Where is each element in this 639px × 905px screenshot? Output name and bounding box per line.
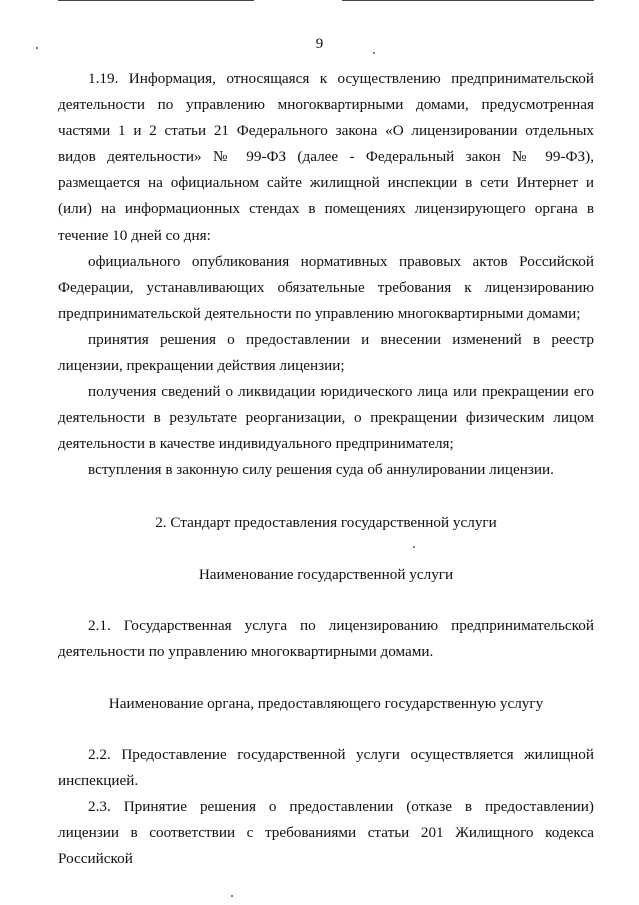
paragraph-2-1: 2.1. Государственная услуга по лицензированию предпринимательской деятельности по управлению многоквартирными домами. xyxy=(58,616,594,660)
scan-speck xyxy=(231,895,233,897)
paragraph-2-2: 2.2. Предоставление государственной услуги осуществляется жилищной инспекцией. xyxy=(58,745,594,790)
subheading-authority-name: Наименование органа, предоставляющего государственную услугу xyxy=(108,694,544,712)
top-rule-right xyxy=(342,0,594,1)
list-item-court-decision: вступления в законную силу решения суда об аннулировании лицензии. xyxy=(88,461,554,479)
list-item-publication: официального опубликования нормативных правовых актов Российской Федерации, устанавливающих обязательные требования к лицензированию предпринимательской деятельности по управлению многоквартирными домами; xyxy=(58,252,594,322)
document-body xyxy=(58,66,594,872)
spacer xyxy=(58,717,594,742)
paragraph-1-19: 1.19. Информация, относящаяся к осуществлению предпринимательской деятельности по управлению многоквартирными домами, предусмотренная частями 1 и 2 статьи 21 Федерального закона «О лицензировании отдельных видов деятельности» № 99-ФЗ (далее - Федеральный закон № 99-ФЗ), размещается на официальном сайте жилищной инспекции в сети Интернет и (или) на информационных стендах в помещениях лицензирующего органа в течение 10 дней со дня: xyxy=(58,70,594,244)
spacer xyxy=(58,588,594,613)
page-number: 9 xyxy=(315,36,324,52)
list-item-liquidation: получения сведений о ликвидации юридического лица или прекращении его деятельности в результате реорганизации, о прекращении физическим лицом деятельности в качестве индивидуального предпринимателя; xyxy=(58,383,594,453)
top-rule-left xyxy=(58,0,254,1)
section-heading-2: 2. Стандарт предоставления государственной услуги xyxy=(155,513,497,531)
paragraph-2-3: 2.3. Принятие решения о предоставлении (отказе в предоставлении) лицензии в соответствии с требованиями статьи 201 Жилищного кодекса Российской xyxy=(58,798,594,868)
spacer xyxy=(58,536,594,562)
subheading-service-name: Наименование государственной услуги xyxy=(198,565,454,583)
list-item-license-decision: принятия решения о предоставлении и внесении изменений в реестр лицензии, прекращении действия лицензии; xyxy=(58,330,594,375)
spacer xyxy=(58,665,594,691)
spacer xyxy=(58,484,594,510)
